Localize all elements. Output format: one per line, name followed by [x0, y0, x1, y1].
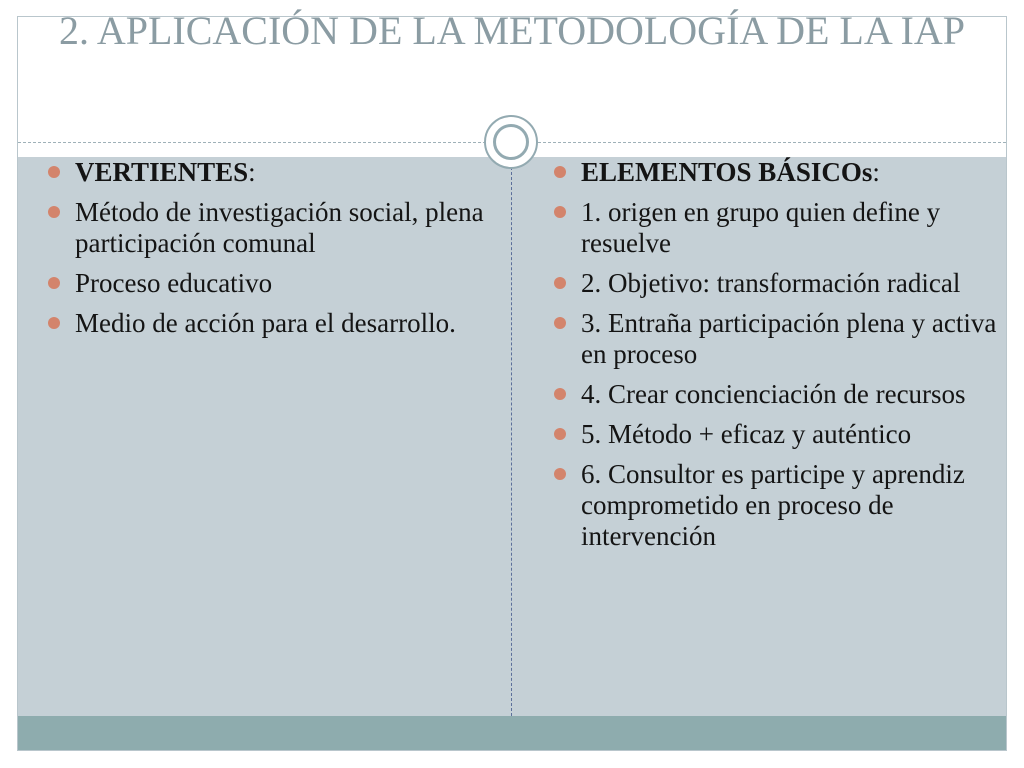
- list-item-text: 3. Entraña participación plena y activa en proceso: [581, 308, 997, 369]
- slide-title: 2. APLICACIÓN DE LA METODOLOGÍA DE LA IAP: [59, 8, 965, 53]
- list-item-text: 2. Objetivo: transformación radical: [581, 268, 961, 298]
- footer-band: [18, 716, 1006, 750]
- list-item: [554, 379, 1004, 410]
- list-item: [554, 459, 1004, 552]
- list-item: [48, 157, 488, 188]
- list-item-text: Proceso educativo: [75, 268, 273, 298]
- bullet-dot-icon: [48, 277, 60, 289]
- content-panel: [18, 157, 1006, 716]
- right-column: [554, 157, 1004, 561]
- list-item: [554, 419, 1004, 450]
- list-item: [554, 197, 1004, 259]
- column-separator: [511, 157, 512, 716]
- ring-ornament-icon: [484, 115, 538, 169]
- bullet-dot-icon: [554, 277, 566, 289]
- bullet-dot-icon: [48, 317, 60, 329]
- list-item: [48, 268, 488, 299]
- list-item-text: 6. Consultor es participe y aprendiz comprometido en proceso de intervención: [581, 459, 965, 551]
- right-heading-suffix: :: [872, 157, 880, 187]
- list-item: [554, 268, 1004, 299]
- list-item-text: 1. origen en grupo quien define y resuelve: [581, 197, 941, 258]
- ring-inner-circle: [493, 124, 529, 160]
- left-heading-suffix: :: [248, 157, 256, 187]
- bullet-dot-icon: [554, 206, 566, 218]
- list-item-text: Medio de acción para el desarrollo.: [75, 308, 456, 338]
- bullet-dot-icon: [48, 206, 60, 218]
- list-item-text: Método de investigación social, plena participación comunal: [75, 197, 484, 258]
- list-item: [554, 157, 1004, 188]
- list-item: [554, 308, 1004, 370]
- bullet-dot-icon: [554, 317, 566, 329]
- bullet-dot-icon: [554, 388, 566, 400]
- list-item: [48, 308, 488, 339]
- list-item: [48, 197, 488, 259]
- list-item-text: 5. Método + eficaz y auténtico: [581, 419, 912, 449]
- bullet-dot-icon: [48, 166, 60, 178]
- bullet-dot-icon: [554, 468, 566, 480]
- left-column: [48, 157, 488, 348]
- bullet-dot-icon: [554, 428, 566, 440]
- list-item-text: 4. Crear concienciación de recursos: [581, 379, 966, 409]
- bullet-dot-icon: [554, 166, 566, 178]
- right-heading: ELEMENTOS BÁSICOs: [581, 157, 873, 187]
- left-heading: VERTIENTES: [75, 157, 249, 187]
